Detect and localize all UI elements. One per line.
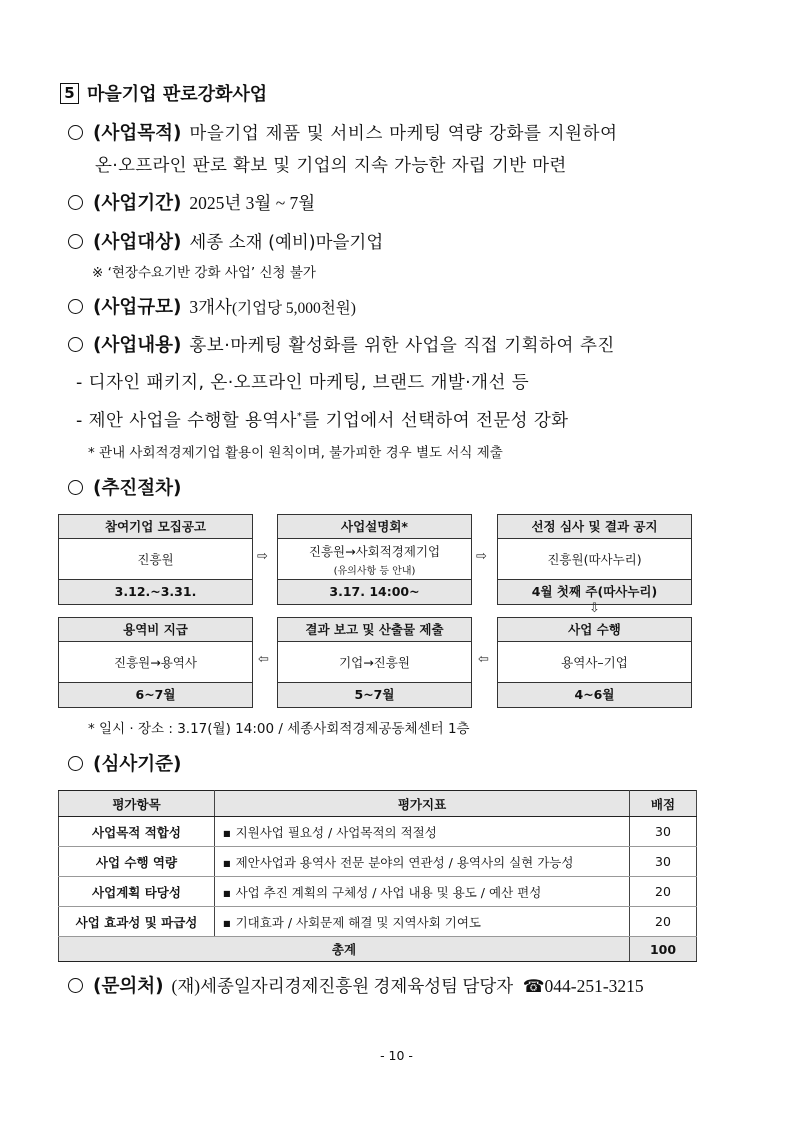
target-note: ※ ‘현장수요기반 강화 사업’ 신청 불가 xyxy=(92,265,316,281)
arrow-right-icon: ⇨ xyxy=(257,549,268,564)
table-row xyxy=(59,847,697,877)
procedure-line xyxy=(68,474,189,500)
page-number: - 10 - xyxy=(380,1048,413,1063)
circle-bullet-icon xyxy=(68,299,83,314)
target-line xyxy=(68,228,383,254)
purpose-text-2: 온·오프라인 판로 확보 및 기업의 지속 가능한 자립 기반 마련 xyxy=(95,156,567,176)
scale-value: 3개사 xyxy=(189,297,232,317)
flow-step-date: 5~7월 xyxy=(278,683,471,707)
flow-step-date: 6~7월 xyxy=(59,683,252,707)
circle-bullet-icon xyxy=(68,234,83,249)
flow-step-body: 진흥원(따사누리) xyxy=(547,552,642,567)
content-note: * 관내 사회적경제기업 활용이 원칙이며, 불가피한 경우 별도 서식 제출 xyxy=(88,445,503,461)
table-header-row xyxy=(59,791,697,817)
header-indicator: 평가지표 xyxy=(215,791,630,817)
arrow-right-icon: ⇨ xyxy=(476,549,487,564)
row-indicator-text: 제안사업과 용역사 전문 분야의 연관성 / 용역사의 실현 가능성 xyxy=(235,854,574,870)
scale-label: (사업규모) xyxy=(93,297,182,318)
flow-step-date: 3.17. 14:00~ xyxy=(278,580,471,604)
target-label: (사업대상) xyxy=(93,232,182,253)
scale-line xyxy=(68,293,356,319)
section-number: 5 xyxy=(60,83,79,104)
flow-step-title: 사업설명회* xyxy=(278,515,471,539)
flow-step-body: 진흥원 xyxy=(137,552,174,567)
circle-bullet-icon xyxy=(68,480,83,495)
row-indicator-text: 지원사업 필요성 / 사업목적의 적절성 xyxy=(235,824,437,840)
flow-step-title: 사업 수행 xyxy=(498,618,691,642)
circle-bullet-icon xyxy=(68,125,83,140)
row-item: 사업 수행 역량 xyxy=(59,847,215,877)
row-indicator-text: 사업 추진 계획의 구체성 / 사업 내용 및 용도 / 예산 편성 xyxy=(235,884,542,900)
flow-step-body: 진흥원→용역사 xyxy=(114,655,197,670)
contact-value: (재)세종일자리경제진흥원 경제육성팀 담당자 xyxy=(171,976,514,996)
content-item-2-b: 를 기업에서 선택하여 전문성 강화 xyxy=(302,411,569,431)
contact-label: (문의처) xyxy=(93,976,164,997)
flow-step-selection xyxy=(497,514,692,605)
arrow-left-icon: ⇦ xyxy=(258,652,269,667)
flow-step-briefing xyxy=(277,514,472,605)
section-title xyxy=(60,80,267,106)
header-item: 평가항목 xyxy=(59,791,215,817)
square-bullet-icon: ■ xyxy=(223,858,231,868)
flow-step-date: 4~6월 xyxy=(498,683,691,707)
flow-step-title: 용역비 지급 xyxy=(59,618,252,642)
row-indicator xyxy=(215,817,630,847)
content-line xyxy=(68,331,615,357)
flow-step-title: 선정 심사 및 결과 공지 xyxy=(498,515,691,539)
square-bullet-icon: ■ xyxy=(223,888,231,898)
content-item-2-sup: * xyxy=(296,411,303,422)
circle-bullet-icon xyxy=(68,756,83,771)
period-value: 2025년 3월 ~ 7월 xyxy=(189,193,316,213)
flow-step-execution xyxy=(497,617,692,708)
table-row xyxy=(59,907,697,937)
flow-step-payment xyxy=(58,617,253,708)
row-indicator xyxy=(215,877,630,907)
table-row xyxy=(59,817,697,847)
flow-step-title: 참여기업 모집공고 xyxy=(59,515,252,539)
purpose-line xyxy=(68,119,618,145)
row-score: 20 xyxy=(630,877,697,907)
content-item-2-a: - 제안 사업을 수행할 용역사 xyxy=(76,411,297,431)
total-label: 총계 xyxy=(59,937,630,962)
table-total-row xyxy=(59,937,697,962)
contact-phone: 044-251-3215 xyxy=(544,976,644,996)
procedure-note: * 일시 · 장소 : 3.17(월) 14:00 / 세종사회적경제공동체센터 1층 xyxy=(88,721,470,737)
contact-line xyxy=(68,972,644,998)
flow-step-body: 용역사–기업 xyxy=(561,655,628,670)
period-label: (사업기간) xyxy=(93,193,182,214)
flow-step-date: 3.12.~3.31. xyxy=(59,580,252,604)
circle-bullet-icon xyxy=(68,337,83,352)
flow-step-body: 기업→진흥원 xyxy=(339,655,410,670)
flow-step-body: 진흥원→사회적경제기업 xyxy=(308,543,441,559)
row-score: 30 xyxy=(630,817,697,847)
criteria-label: (심사기준) xyxy=(93,754,182,775)
purpose-text-1: 마을기업 제품 및 서비스 마케팅 역량 강화를 지원하여 xyxy=(189,124,618,144)
row-item: 사업목적 적합성 xyxy=(59,817,215,847)
flow-step-title: 결과 보고 및 산출물 제출 xyxy=(278,618,471,642)
total-score: 100 xyxy=(630,937,697,962)
content-item-2 xyxy=(76,407,568,432)
content-item-1: - 디자인 패키지, 온·오프라인 마케팅, 브랜드 개발·개선 등 xyxy=(76,373,530,393)
table-row xyxy=(59,877,697,907)
row-score: 30 xyxy=(630,847,697,877)
flow-step-recruit xyxy=(58,514,253,605)
arrow-down-icon: ⇩ xyxy=(589,601,600,616)
content-label: (사업내용) xyxy=(93,335,182,356)
flow-step-sub: (유의사항 등 안내) xyxy=(333,565,416,577)
flow-step-report xyxy=(277,617,472,708)
row-indicator xyxy=(215,847,630,877)
arrow-left-icon: ⇦ xyxy=(478,652,489,667)
circle-bullet-icon xyxy=(68,195,83,210)
procedure-label: (추진절차) xyxy=(93,478,182,499)
row-score: 20 xyxy=(630,907,697,937)
scale-detail: (기업당 5,000천원) xyxy=(231,300,356,317)
period-line xyxy=(68,189,315,215)
square-bullet-icon: ■ xyxy=(223,828,231,838)
content-value: 홍보·마케팅 활성화를 위한 사업을 직접 기획하여 추진 xyxy=(189,336,615,356)
flow-step-date: 4월 첫째 주(따사누리) xyxy=(498,580,691,604)
criteria-table xyxy=(58,790,697,962)
header-score: 배점 xyxy=(630,791,697,817)
purpose-label: (사업목적) xyxy=(93,123,182,144)
criteria-line xyxy=(68,750,189,776)
row-indicator-text: 기대효과 / 사회문제 해결 및 지역사회 기여도 xyxy=(235,914,481,930)
target-value: 세종 소재 (예비)마을기업 xyxy=(189,233,384,253)
square-bullet-icon: ■ xyxy=(223,918,231,928)
row-indicator xyxy=(215,907,630,937)
phone-icon: ☎ xyxy=(522,976,545,996)
row-item: 사업 효과성 및 파급성 xyxy=(59,907,215,937)
circle-bullet-icon xyxy=(68,978,83,993)
section-title-text: 마을기업 판로강화사업 xyxy=(87,84,268,105)
row-item: 사업계획 타당성 xyxy=(59,877,215,907)
